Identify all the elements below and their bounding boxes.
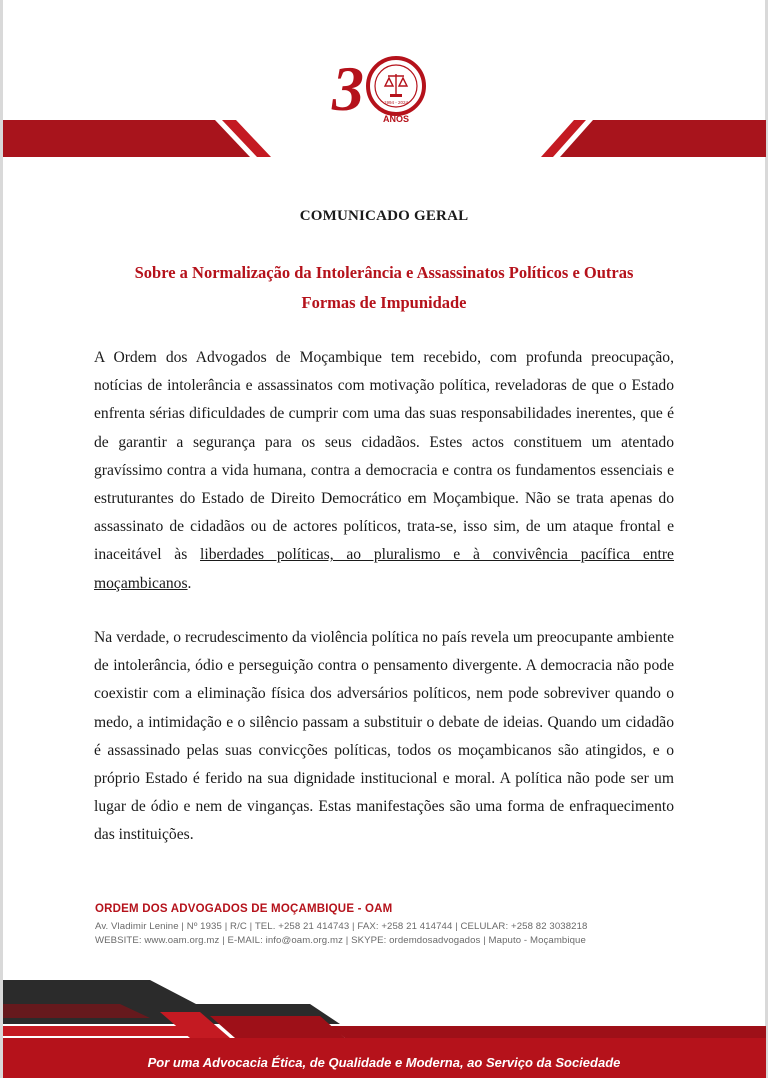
footer-contacts: WEBSITE: www.oam.org.mz | E-MAIL: info@oam.org.mz | SKYPE: ordemdosadvogados | Maputo - Moçambique bbox=[95, 935, 586, 946]
page-border-left bbox=[0, 0, 3, 1078]
logo-years: 1994 - 2024 bbox=[383, 100, 409, 105]
oam-30-anos-logo bbox=[330, 44, 440, 124]
subject-line-2: Formas de Impunidade bbox=[301, 293, 467, 312]
paragraph-2: Na verdade, o recrudescimento da violência política no país revela um preocupante ambiente de intolerância, ódio e perseguição contra o pensamento divergente. A democracia não pode coexistir com a eliminação física dos adversários políticos, nem pode sobreviver quando o medo, a intimidação e o silêncio passam a substituir o debate de ideias. Quando um cidadão é assassinado pelas suas convicções políticas, todos os moçambicanos são atingidos, e o próprio Estado é ferido na sua dignidade institucional e moral. A política não pode ser um lugar de ódio e nem de vinganças. Estas manifestações são uma forma de enfraquecimento das instituições. bbox=[94, 629, 674, 844]
subject-line-1: Sobre a Normalização da Intolerância e Assassinatos Políticos e Outras bbox=[134, 263, 634, 282]
paragraph-1 bbox=[94, 344, 674, 598]
document-subject bbox=[90, 258, 678, 318]
logo-number: 3 bbox=[332, 53, 364, 124]
footer-motto: Por uma Advocacia Ética, de Qualidade e Moderna, ao Serviço da Sociedade bbox=[147, 1055, 621, 1070]
logo-anos: ANOS bbox=[382, 114, 410, 124]
footer-address: Av. Vladimir Lenine | Nº 1935 | R/C | TEL. +258 21 414743 | FAX: +258 21 414744 | CELULAR: +258 82 3038218 bbox=[95, 921, 588, 932]
footer-organization: ORDEM DOS ADVOGADOS DE MOÇAMBIQUE - OAM bbox=[95, 903, 393, 915]
paragraph-1-underlined: liberdades políticas, ao pluralismo e à convivência pacífica entre moçambicanos bbox=[94, 546, 674, 592]
header-band bbox=[0, 120, 768, 160]
paragraph-1-text: A Ordem dos Advogados de Moçambique tem recebido, com profunda preocupação, notícias de intolerância e assassinatos com motivação política, reveladoras de que o Estado enfrenta sérias dificuldades de cumprir com uma das suas responsabilidades inerentes, que é de garantir a segurança para os seus cidadãos. Estes actos constituem um atentado gravíssimo contra a vida humana, contra a democracia e contra os fundamentos essenciais e estruturantes do Estado de Direito Democrático em Moçambique. Não se trata apenas do assassinato de cidadãos ou de actores políticos, trata-se, isso sim, de um ataque frontal e inaceitável às bbox=[94, 349, 674, 564]
document-heading: COMUNICADO GERAL bbox=[299, 208, 469, 224]
paragraph-1-end: . bbox=[187, 574, 192, 592]
